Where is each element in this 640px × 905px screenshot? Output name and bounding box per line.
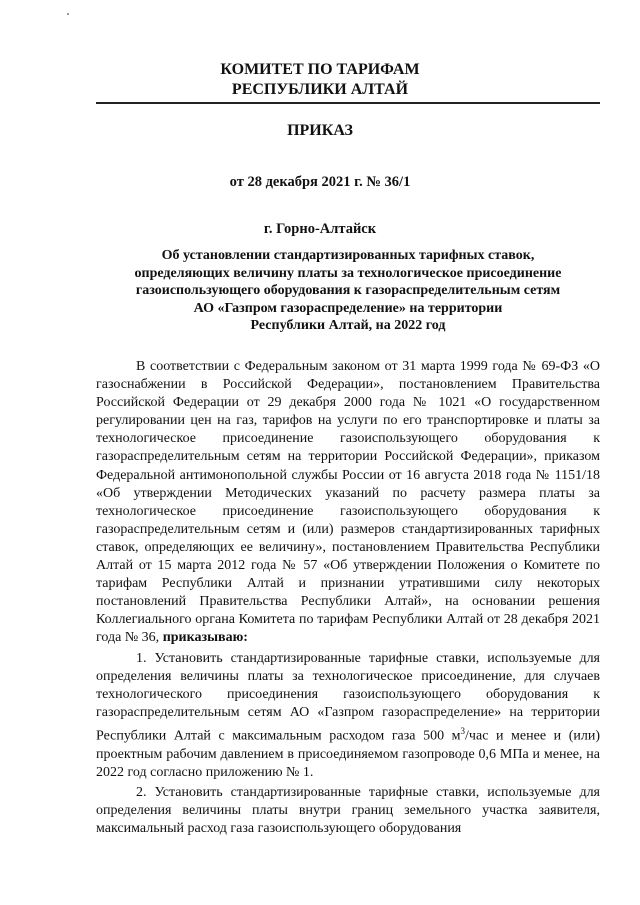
item-1-paragraph <box>96 650 600 782</box>
subject-line: Республики Алтай, на 2022 год <box>250 318 446 334</box>
committee-name-line1: КОМИТЕТ ПО ТАРИФАМ <box>220 61 420 78</box>
order-body <box>96 358 600 840</box>
subject-line: определяющих величину платы за технологическое присоединение <box>134 265 562 281</box>
preamble-paragraph <box>96 358 600 648</box>
committee-header <box>0 60 640 100</box>
item-1-superscript: 3 <box>460 725 466 736</box>
order-subject <box>96 247 600 335</box>
preamble-text: В соответствии с Федеральным законом от 31 марта 1999 года № 69-ФЗ «О газоснабжении в Российской Федерации», постановлением Правительства Российской Федерации от 29 декабря 2000 года № 1021 «О государственном регулировании цен на газ, тарифов на услуги по его транспортировке и платы за технологическое присоединение газоиспользующего оборудования к газораспределительным сетям на территории Российской Федерации», приказом Федеральной антимонопольной службы России от 16 августа 2018 года № 1151/18 «Об утверждении Методических указаний по расчету размера платы за технологическое присоединение газоиспользующего оборудования к газораспределительным сетям и (или) размеров стандартизированных тарифных ставок, определяющих ее величину», постановлением Правительства Республики Алтай от 15 марта 2012 года № 57 «Об утверждении Положения о Комитете по тарифам Республики Алтай и признании утратившими силу некоторых постановлений Правительства Республики Алтай», на основании решения Коллегиального органа Комитета по тарифам Республики Алтай от 28 декабря 2021 года № 36, <box>96 359 600 646</box>
item-1-text: 1. Установить стандартизированные тарифные ставки, используемые для определения величины платы за технологическое присоединение, для случаев технологического присоединения газоиспользующего оборудования к газораспределительным сетям АО «Газпром газораспределение» на территории Республики Алтай с максимальным расходом газа 500 м <box>96 650 600 744</box>
order-title: ПРИКАЗ <box>287 122 353 139</box>
subject-line: АО «Газпром газораспределение» на территории <box>193 300 503 316</box>
header-divider <box>96 102 600 104</box>
order-city: г. Горно-Алтайск <box>263 221 377 237</box>
order-date-number: от 28 декабря 2021 г. № 36/1 <box>229 174 411 190</box>
item-1-text-cont: /час и менее и (или) проектным рабочим давлением в присоединяемом газопроводе 0,6 МПа и менее, на 2022 год согласно приложению № 1. <box>96 728 600 780</box>
scan-artifact-dot <box>67 13 69 15</box>
committee-name-line2: РЕСПУБЛИКИ АЛТАЙ <box>231 81 409 98</box>
subject-line: Об установлении стандартизированных тарифных ставок, <box>161 248 535 263</box>
directive-word: приказываю: <box>162 630 248 646</box>
subject-line: газоиспользующего оборудования к газораспределительным сетям <box>135 283 561 299</box>
item-2-paragraph: 2. Установить стандартизированные тарифные ставки, используемые для определения величины платы внутри границ земельного участка заявителя, максимальный расход газа газоиспользующего оборудования <box>96 784 600 836</box>
